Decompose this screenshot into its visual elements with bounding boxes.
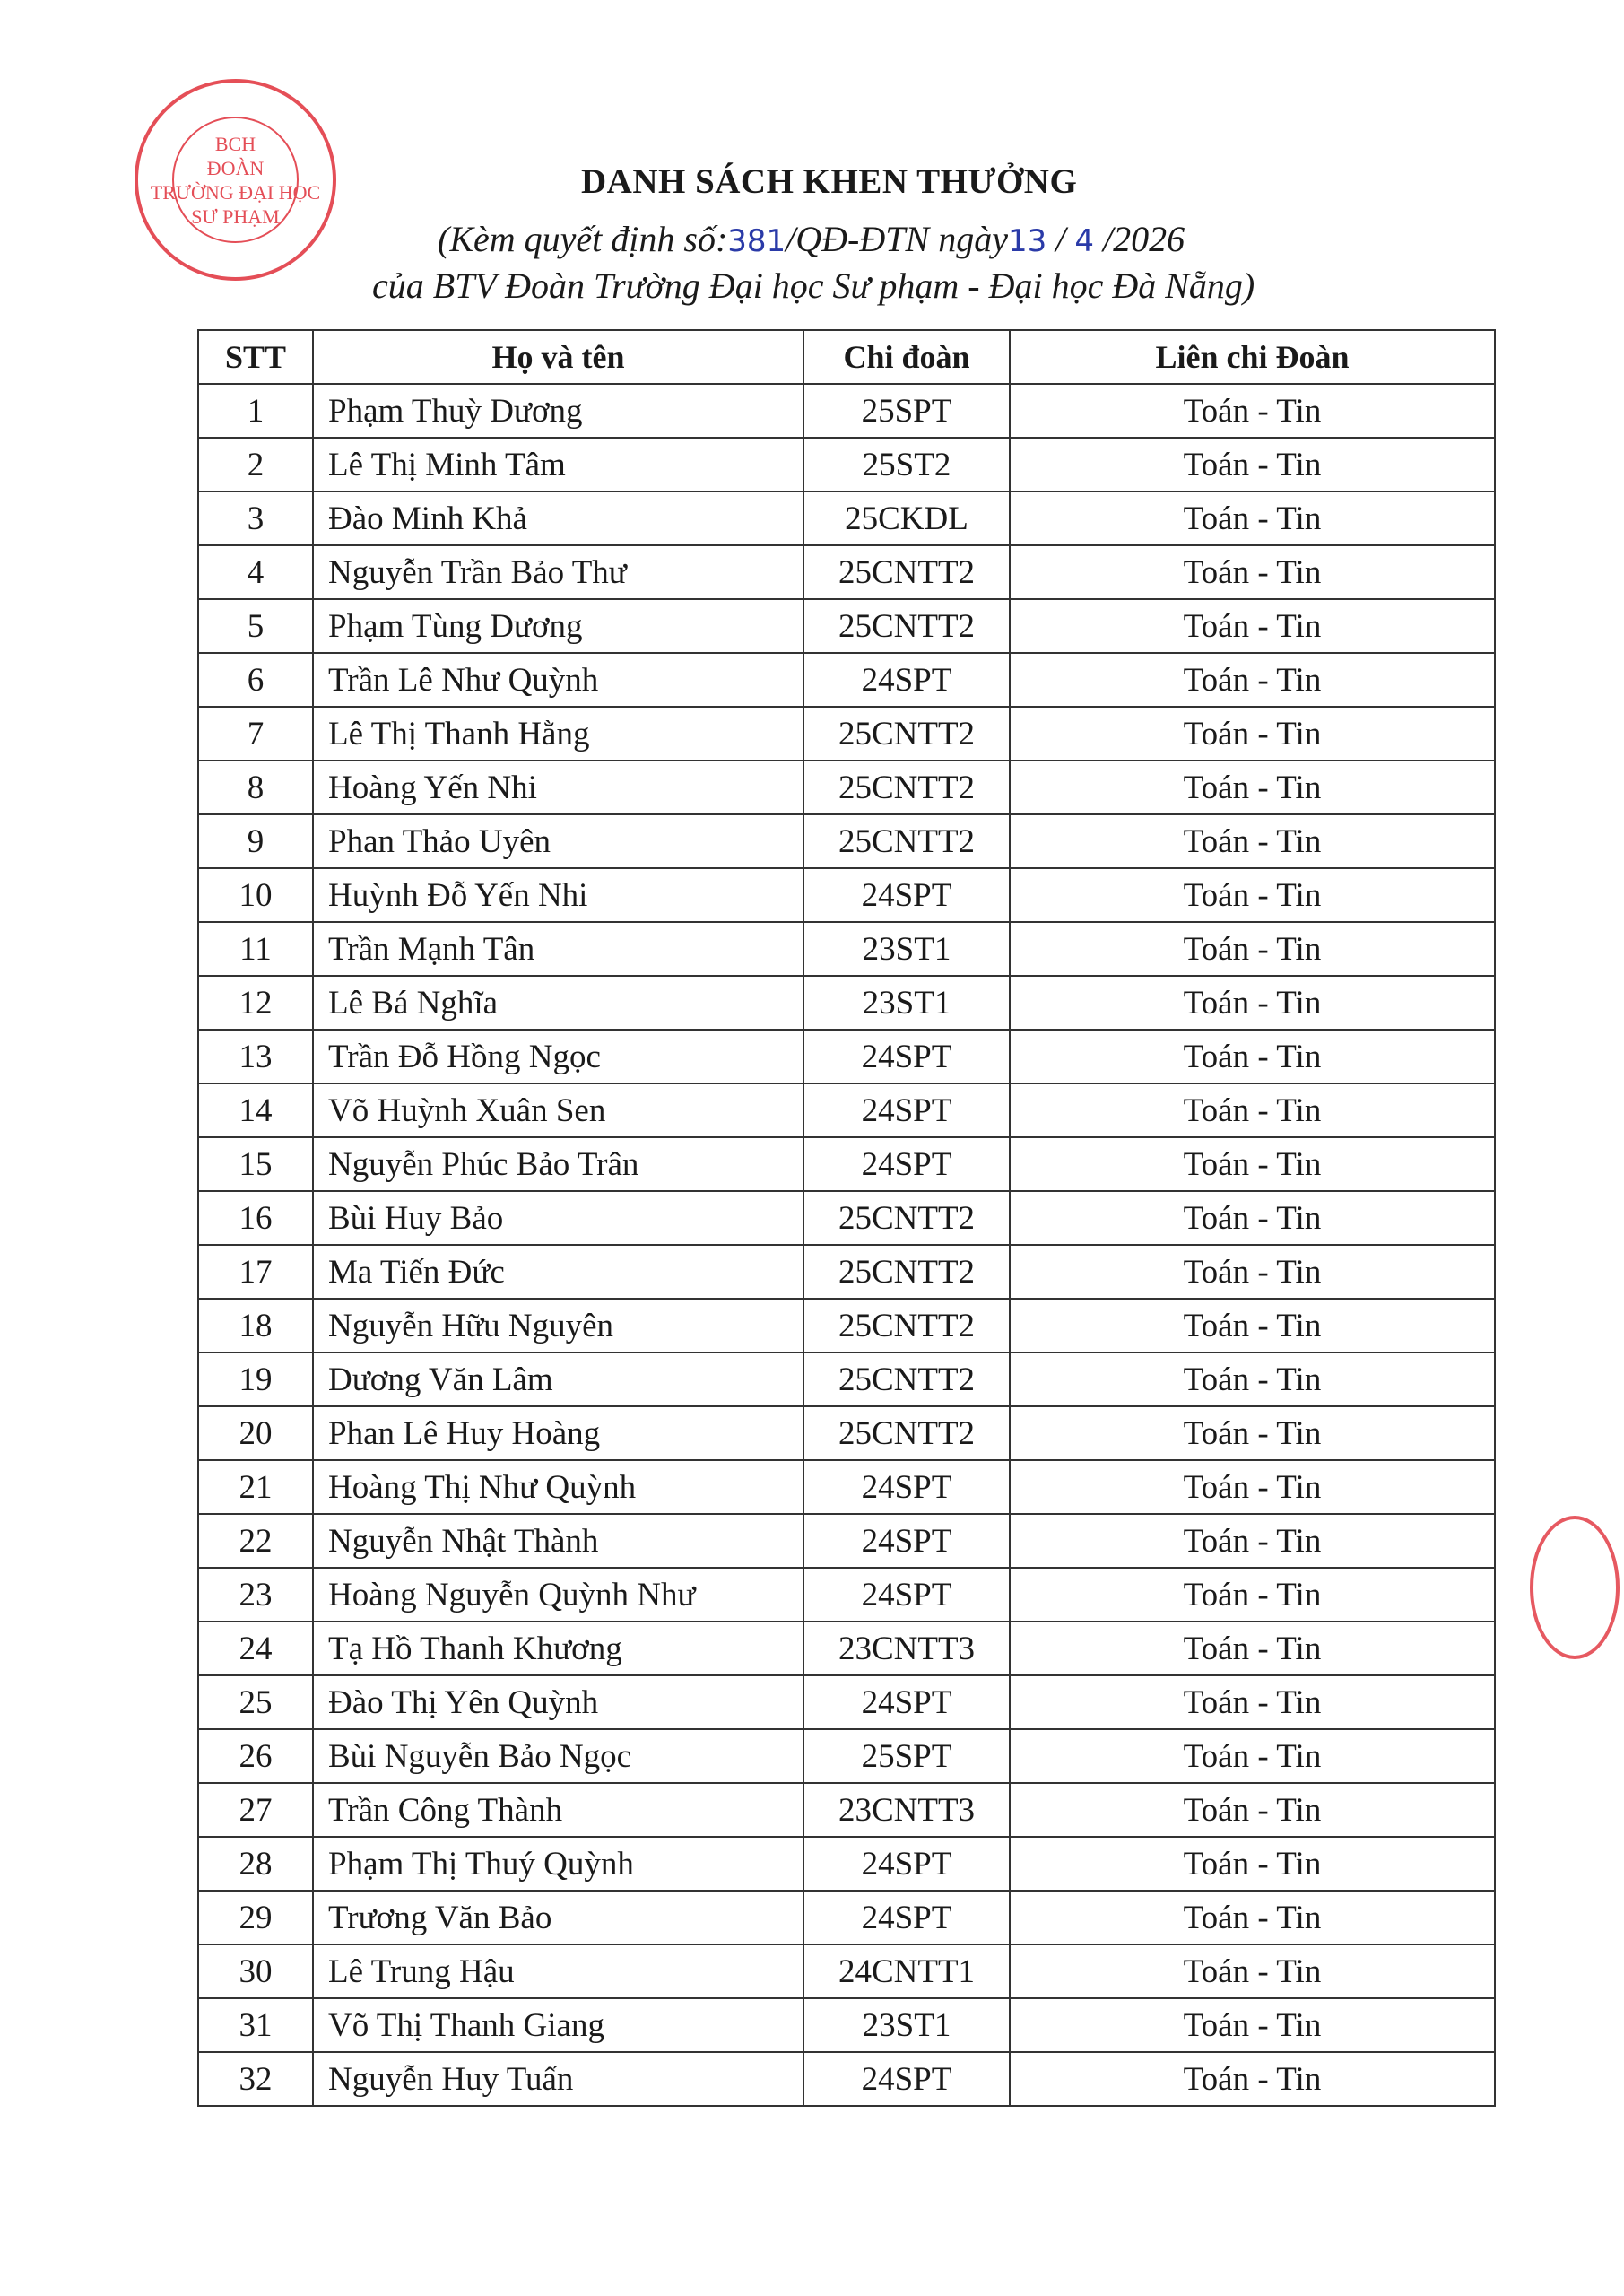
cell-lien-chi-doan: Toán - Tin <box>1010 1783 1495 1837</box>
cell-name: Ma Tiến Đức <box>313 1245 803 1299</box>
cell-stt: 14 <box>198 1083 313 1137</box>
cell-lien-chi-doan: Toán - Tin <box>1010 1245 1495 1299</box>
cell-stt: 6 <box>198 653 313 707</box>
cell-lien-chi-doan: Toán - Tin <box>1010 1944 1495 1998</box>
cell-stt: 7 <box>198 707 313 761</box>
cell-lien-chi-doan: Toán - Tin <box>1010 707 1495 761</box>
cell-stt: 8 <box>198 761 313 814</box>
cell-name: Phạm Tùng Dương <box>313 599 803 653</box>
table-row <box>198 814 1495 868</box>
cell-lien-chi-doan: Toán - Tin <box>1010 1137 1495 1191</box>
table-row <box>198 1729 1495 1783</box>
decision-line <box>438 218 1185 260</box>
table-row <box>198 1030 1495 1083</box>
cell-name: Lê Thị Thanh Hằng <box>313 707 803 761</box>
cell-lien-chi-doan: Toán - Tin <box>1010 1568 1495 1622</box>
cell-chi-doan: 25CNTT2 <box>803 707 1010 761</box>
cell-chi-doan: 25CNTT2 <box>803 599 1010 653</box>
table-row <box>198 1514 1495 1568</box>
decision-number: 381 <box>727 223 786 259</box>
cell-chi-doan: 24SPT <box>803 1514 1010 1568</box>
cell-name: Lê Trung Hậu <box>313 1944 803 1998</box>
table-row <box>198 1137 1495 1191</box>
cell-lien-chi-doan: Toán - Tin <box>1010 653 1495 707</box>
cell-name: Phan Thảo Uyên <box>313 814 803 868</box>
cell-lien-chi-doan: Toán - Tin <box>1010 2052 1495 2106</box>
seal-text: BCH ĐOÀN TRƯỜNG ĐẠI HỌC SƯ PHẠM <box>150 133 321 228</box>
decision-mid: /QĐ-ĐTN ngày <box>786 219 1008 259</box>
cell-name: Phạm Thuỳ Dương <box>313 384 803 438</box>
cell-stt: 26 <box>198 1729 313 1783</box>
cell-chi-doan: 25CNTT2 <box>803 545 1010 599</box>
cell-name: Hoàng Yến Nhi <box>313 761 803 814</box>
table-row <box>198 653 1495 707</box>
cell-stt: 16 <box>198 1191 313 1245</box>
cell-lien-chi-doan: Toán - Tin <box>1010 1837 1495 1891</box>
header-col-chi-doan: Chi đoàn <box>803 330 1010 384</box>
cell-lien-chi-doan: Toán - Tin <box>1010 868 1495 922</box>
cell-stt: 24 <box>198 1622 313 1675</box>
cell-name: Lê Bá Nghĩa <box>313 976 803 1030</box>
table-row <box>198 599 1495 653</box>
document-title: DANH SÁCH KHEN THƯỞNG <box>581 162 1078 201</box>
table-row <box>198 1245 1495 1299</box>
cell-stt: 11 <box>198 922 313 976</box>
cell-name: Trần Lê Như Quỳnh <box>313 653 803 707</box>
cell-name: Bùi Huy Bảo <box>313 1191 803 1245</box>
cell-stt: 4 <box>198 545 313 599</box>
cell-chi-doan: 25SPT <box>803 1729 1010 1783</box>
cell-stt: 13 <box>198 1030 313 1083</box>
cell-lien-chi-doan: Toán - Tin <box>1010 438 1495 491</box>
cell-stt: 19 <box>198 1352 313 1406</box>
table-row <box>198 384 1495 438</box>
cell-lien-chi-doan: Toán - Tin <box>1010 1675 1495 1729</box>
table-row <box>198 761 1495 814</box>
table-row <box>198 1299 1495 1352</box>
cell-stt: 21 <box>198 1460 313 1514</box>
table-row <box>198 707 1495 761</box>
cell-chi-doan: 25CNTT2 <box>803 761 1010 814</box>
cell-lien-chi-doan: Toán - Tin <box>1010 1514 1495 1568</box>
cell-chi-doan: 24SPT <box>803 2052 1010 2106</box>
cell-name: Võ Huỳnh Xuân Sen <box>313 1083 803 1137</box>
cell-stt: 27 <box>198 1783 313 1837</box>
issuer-line: của BTV Đoàn Trường Đại học Sư phạm - Đại học Đà Nẵng) <box>372 265 1255 306</box>
table-row <box>198 1083 1495 1137</box>
cell-name: Hoàng Thị Như Quỳnh <box>313 1460 803 1514</box>
cell-name: Trần Đỗ Hồng Ngọc <box>313 1030 803 1083</box>
cell-chi-doan: 23CNTT3 <box>803 1783 1010 1837</box>
cell-lien-chi-doan: Toán - Tin <box>1010 761 1495 814</box>
cell-name: Huỳnh Đỗ Yến Nhi <box>313 868 803 922</box>
cell-lien-chi-doan: Toán - Tin <box>1010 1729 1495 1783</box>
date-sep: / <box>1046 219 1075 259</box>
table-row <box>198 1622 1495 1675</box>
cell-name: Hoàng Nguyễn Quỳnh Như <box>313 1568 803 1622</box>
cell-stt: 1 <box>198 384 313 438</box>
cell-stt: 30 <box>198 1944 313 1998</box>
cell-name: Võ Thị Thanh Giang <box>313 1998 803 2052</box>
cell-stt: 25 <box>198 1675 313 1729</box>
cell-lien-chi-doan: Toán - Tin <box>1010 1998 1495 2052</box>
cell-chi-doan: 24SPT <box>803 868 1010 922</box>
cell-stt: 22 <box>198 1514 313 1568</box>
cell-lien-chi-doan: Toán - Tin <box>1010 1460 1495 1514</box>
cell-stt: 20 <box>198 1406 313 1460</box>
cell-stt: 28 <box>198 1837 313 1891</box>
cell-stt: 9 <box>198 814 313 868</box>
cell-name: Trương Văn Bảo <box>313 1891 803 1944</box>
header-col-name: Họ và tên <box>313 330 803 384</box>
cell-chi-doan: 23ST1 <box>803 976 1010 1030</box>
cell-stt: 17 <box>198 1245 313 1299</box>
cell-chi-doan: 24SPT <box>803 1083 1010 1137</box>
cell-lien-chi-doan: Toán - Tin <box>1010 384 1495 438</box>
cell-chi-doan: 23ST1 <box>803 922 1010 976</box>
cell-name: Trần Công Thành <box>313 1783 803 1837</box>
cell-stt: 18 <box>198 1299 313 1352</box>
table-row <box>198 1406 1495 1460</box>
table-row <box>198 922 1495 976</box>
cell-name: Trần Mạnh Tân <box>313 922 803 976</box>
table-row <box>198 1998 1495 2052</box>
cell-stt: 31 <box>198 1998 313 2052</box>
cell-lien-chi-doan: Toán - Tin <box>1010 491 1495 545</box>
cell-lien-chi-doan: Toán - Tin <box>1010 922 1495 976</box>
cell-chi-doan: 25SPT <box>803 384 1010 438</box>
cell-chi-doan: 24SPT <box>803 1030 1010 1083</box>
cell-chi-doan: 24SPT <box>803 1837 1010 1891</box>
cell-lien-chi-doan: Toán - Tin <box>1010 1299 1495 1352</box>
cell-lien-chi-doan: Toán - Tin <box>1010 1191 1495 1245</box>
cell-lien-chi-doan: Toán - Tin <box>1010 814 1495 868</box>
cell-chi-doan: 25CNTT2 <box>803 1191 1010 1245</box>
table-row <box>198 1891 1495 1944</box>
cell-stt: 15 <box>198 1137 313 1191</box>
cell-stt: 10 <box>198 868 313 922</box>
decision-day: 13 <box>1007 223 1047 259</box>
cell-chi-doan: 24CNTT1 <box>803 1944 1010 1998</box>
cell-lien-chi-doan: Toán - Tin <box>1010 1030 1495 1083</box>
cell-stt: 3 <box>198 491 313 545</box>
cell-name: Nguyễn Nhật Thành <box>313 1514 803 1568</box>
cell-chi-doan: 25CNTT2 <box>803 1406 1010 1460</box>
table-row <box>198 1783 1495 1837</box>
cell-chi-doan: 24SPT <box>803 1675 1010 1729</box>
cell-name: Bùi Nguyễn Bảo Ngọc <box>313 1729 803 1783</box>
cell-name: Nguyễn Hữu Nguyên <box>313 1299 803 1352</box>
cell-chi-doan: 25CKDL <box>803 491 1010 545</box>
table-row <box>198 438 1495 491</box>
table-row <box>198 1675 1495 1729</box>
cell-chi-doan: 24SPT <box>803 653 1010 707</box>
cell-lien-chi-doan: Toán - Tin <box>1010 545 1495 599</box>
cell-name: Nguyễn Huy Tuấn <box>313 2052 803 2106</box>
cell-name: Tạ Hồ Thanh Khương <box>313 1622 803 1675</box>
header-col-stt: STT <box>198 330 313 384</box>
cell-chi-doan: 24SPT <box>803 1460 1010 1514</box>
cell-name: Đào Thị Yên Quỳnh <box>313 1675 803 1729</box>
cell-name: Dương Văn Lâm <box>313 1352 803 1406</box>
cell-chi-doan: 24SPT <box>803 1568 1010 1622</box>
cell-stt: 29 <box>198 1891 313 1944</box>
cell-name: Đào Minh Khả <box>313 491 803 545</box>
cell-lien-chi-doan: Toán - Tin <box>1010 1622 1495 1675</box>
table-row <box>198 976 1495 1030</box>
cell-lien-chi-doan: Toán - Tin <box>1010 1891 1495 1944</box>
cell-chi-doan: 24SPT <box>803 1891 1010 1944</box>
award-table <box>197 329 1496 2107</box>
cell-chi-doan: 25CNTT2 <box>803 1299 1010 1352</box>
table-row <box>198 1568 1495 1622</box>
cell-chi-doan: 24SPT <box>803 1137 1010 1191</box>
cell-chi-doan: 23CNTT3 <box>803 1622 1010 1675</box>
table-row <box>198 1837 1495 1891</box>
cell-name: Phạm Thị Thuý Quỳnh <box>313 1837 803 1891</box>
cell-name: Lê Thị Minh Tâm <box>313 438 803 491</box>
cell-name: Phan Lê Huy Hoàng <box>313 1406 803 1460</box>
cell-chi-doan: 23ST1 <box>803 1998 1010 2052</box>
table-row <box>198 491 1495 545</box>
official-seal <box>135 79 336 281</box>
cell-lien-chi-doan: Toán - Tin <box>1010 599 1495 653</box>
cell-lien-chi-doan: Toán - Tin <box>1010 1406 1495 1460</box>
table-row <box>198 1944 1495 1998</box>
table-row <box>198 868 1495 922</box>
decision-year: /2026 <box>1093 219 1185 259</box>
cell-stt: 2 <box>198 438 313 491</box>
cell-stt: 12 <box>198 976 313 1030</box>
table-header <box>198 330 1495 384</box>
cell-lien-chi-doan: Toán - Tin <box>1010 976 1495 1030</box>
decision-month: 4 <box>1074 223 1094 259</box>
table-row <box>198 545 1495 599</box>
table-row <box>198 2052 1495 2106</box>
cell-lien-chi-doan: Toán - Tin <box>1010 1352 1495 1406</box>
cell-stt: 23 <box>198 1568 313 1622</box>
cell-chi-doan: 25CNTT2 <box>803 814 1010 868</box>
header-col-lien-chi-doan: Liên chi Đoàn <box>1010 330 1495 384</box>
cell-lien-chi-doan: Toán - Tin <box>1010 1083 1495 1137</box>
cell-chi-doan: 25ST2 <box>803 438 1010 491</box>
cell-name: Nguyễn Trần Bảo Thư <box>313 545 803 599</box>
cell-stt: 5 <box>198 599 313 653</box>
cell-chi-doan: 25CNTT2 <box>803 1245 1010 1299</box>
table-row <box>198 1191 1495 1245</box>
cell-stt: 32 <box>198 2052 313 2106</box>
partial-seal <box>1530 1516 1620 1659</box>
table-row <box>198 1352 1495 1406</box>
decision-prefix: (Kèm quyết định số: <box>438 219 728 259</box>
cell-chi-doan: 25CNTT2 <box>803 1352 1010 1406</box>
table-row <box>198 1460 1495 1514</box>
cell-name: Nguyễn Phúc Bảo Trân <box>313 1137 803 1191</box>
